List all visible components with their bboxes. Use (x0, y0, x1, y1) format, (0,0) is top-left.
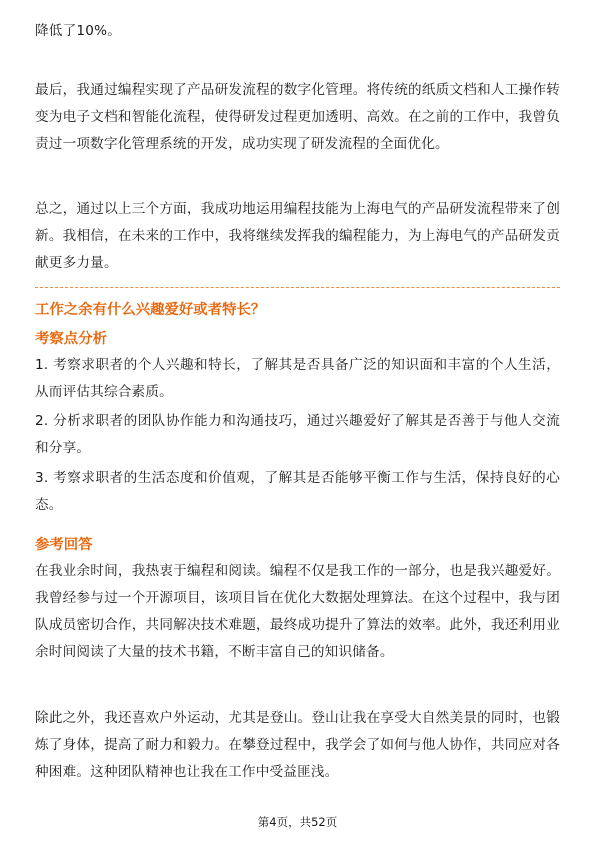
answer-paragraph: 除此之外，我还喜欢户外运动，尤其是登山。登山让我在享受大自然美景的同时，也锻炼了身体，提高了耐力和毅力。在攀登过程中，我学会了如何与他人协作，共同应对各种困难。这种团队精神也让我在工作中受益匪浅。 (35, 710, 560, 780)
section-divider (35, 287, 560, 288)
analysis-item: 1. 考察求职者的个人兴趣和特长，了解其是否具备广泛的知识面和丰富的个人生活，从而评估其综合素质。 (35, 357, 560, 400)
analysis-item: 2. 分析求职者的团队协作能力和沟通技巧，通过兴趣爱好了解其是否善于与他人交流和分享。 (35, 413, 560, 456)
analysis-heading: 考察点分析 (35, 331, 107, 347)
paragraph-summary: 总之，通过以上三个方面，我成功地运用编程技能为上海电气的产品研发流程带来了创新。我相信，在未来的工作中，我将继续发挥我的编程能力，为上海电气的产品研发贡献更多力量。 (35, 201, 560, 271)
paragraph-continuation: 降低了10%。 (35, 23, 121, 39)
page-number: 第4页，共52页 (257, 815, 338, 829)
question-title: 工作之余有什么兴趣爱好或者特长？ (35, 302, 266, 318)
paragraph-digital-management: 最后，我通过编程实现了产品研发流程的数字化管理。将传统的纸质文档和人工操作转变为电子文档和智能化流程，使得研发过程更加透明、高效。在之前的工作中，我曾负责过一项数字化管理系统的开发，成功实现了研发流程的全面优化。 (35, 82, 560, 152)
analysis-item: 3. 考察求职者的生活态度和价值观，了解其是否能够平衡工作与生活，保持良好的心态。 (35, 470, 560, 513)
answer-heading: 参考回答 (35, 537, 93, 553)
answer-paragraph: 在我业余时间，我热衷于编程和阅读。编程不仅是我工作的一部分，也是我兴趣爱好。我曾经参与过一个开源项目，该项目旨在优化大数据处理算法。在这个过程中，我与团队成员密切合作，共同解决技术难题，最终成功提升了算法的效率。此外，我还利用业余时间阅读了大量的技术书籍，不断丰富自己的知识储备。 (35, 563, 560, 660)
